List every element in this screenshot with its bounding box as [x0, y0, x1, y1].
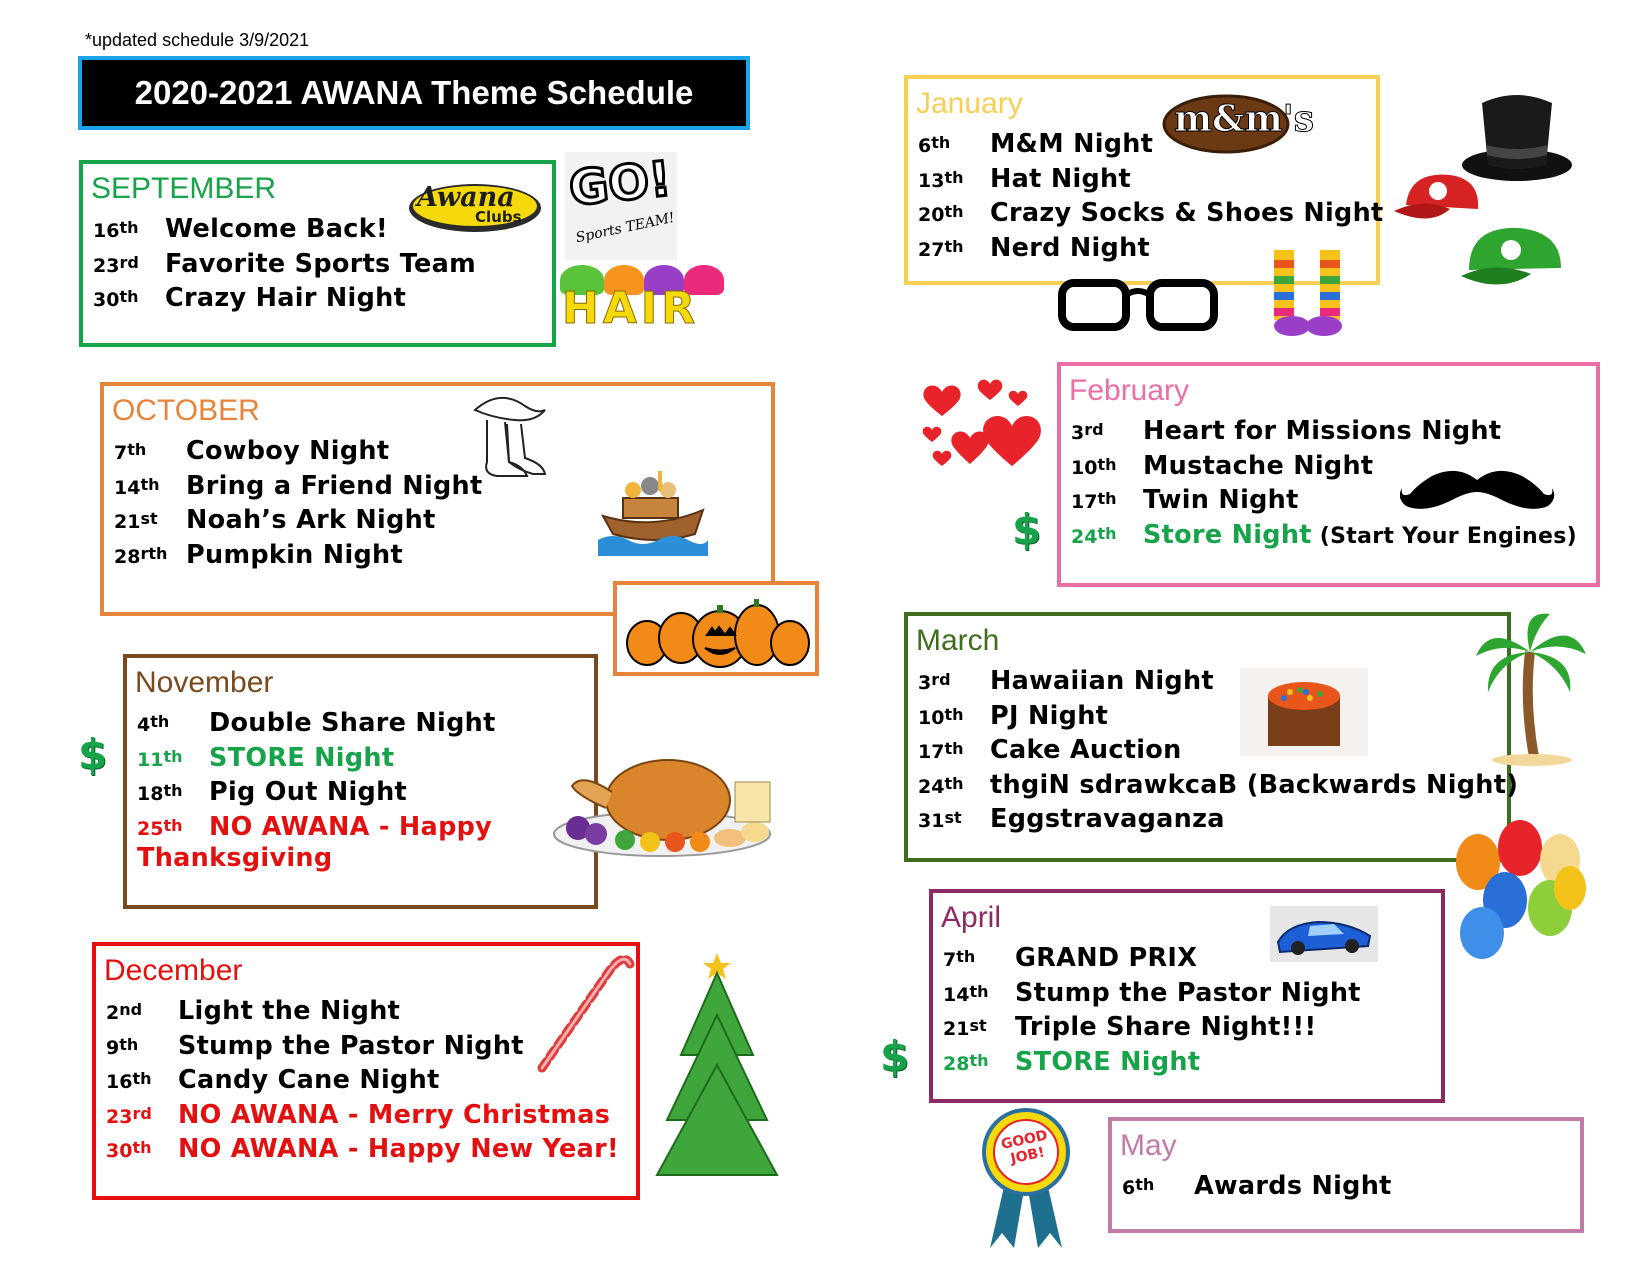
event-name	[209, 708, 496, 738]
event-date: 4th	[137, 712, 170, 736]
month-name: November	[135, 666, 274, 699]
event-title: GRAND PRIX	[1015, 943, 1198, 973]
date-suffix: th	[132, 1138, 152, 1157]
date-suffix: th	[119, 218, 139, 237]
event-name	[178, 1134, 619, 1164]
event-title: Welcome Back!	[165, 214, 388, 244]
date-suffix: st	[140, 509, 158, 528]
date-suffix: th	[1097, 523, 1117, 543]
event-title: thgiN sdrawkcaB (Backwards Night)	[990, 769, 1519, 800]
month-name: April	[941, 901, 1002, 934]
date-suffix: th	[969, 981, 989, 1001]
event-title: Crazy Hair Night	[165, 283, 407, 313]
crazy-hair-logo: HAIR	[560, 265, 728, 333]
event-date: 30th	[93, 287, 139, 311]
event-date: 27th	[918, 236, 964, 261]
date-suffix: rd	[1084, 420, 1104, 439]
event-name	[990, 666, 1214, 696]
event-title: Hawaiian Night	[990, 666, 1214, 696]
mms-logo: m&m's	[1160, 90, 1295, 156]
pumpkins-icon	[625, 593, 811, 669]
date-suffix: th	[119, 287, 139, 306]
event-name	[178, 1031, 524, 1061]
event-name	[1143, 451, 1373, 481]
month-box-may	[1108, 1117, 1584, 1233]
nerd-glasses-icon	[1058, 275, 1218, 335]
event-title: Crazy Socks & Shoes Night	[990, 198, 1384, 228]
date-suffix: th	[944, 773, 964, 793]
cake-icon	[1240, 668, 1368, 756]
event-date: 16th	[93, 218, 139, 242]
date-suffix: rd	[931, 670, 951, 689]
date-suffix: th	[969, 1050, 989, 1070]
event-name	[186, 471, 483, 501]
event-name	[186, 505, 436, 535]
event-date: 10th	[918, 704, 964, 729]
event-title: PJ Night	[990, 700, 1109, 731]
easter-eggs-icon	[1450, 808, 1590, 963]
page-title: 2020-2021 AWANA Theme Schedule	[78, 56, 750, 130]
event-name	[1143, 416, 1501, 446]
event-date: 6th	[918, 133, 951, 157]
event-name	[209, 812, 492, 842]
date-suffix: th	[150, 712, 170, 731]
date-suffix: th	[944, 704, 964, 724]
event-name	[990, 770, 1518, 800]
date-suffix: th	[944, 739, 964, 758]
event-title: Nerd Night	[990, 232, 1151, 263]
date-suffix: nd	[119, 1000, 143, 1019]
date-suffix: th	[140, 474, 160, 494]
go-sports-team-logo: GO! Sports TEAM!	[565, 152, 677, 260]
date-suffix: th	[127, 440, 147, 459]
month-name: SEPTEMBER	[91, 172, 277, 205]
event-title: Hat Night	[990, 163, 1131, 194]
event-name	[1015, 1047, 1200, 1077]
dollar-sign-icon: $	[78, 730, 108, 779]
date-suffix: st	[969, 1016, 987, 1035]
event-date: $28^{rth}$	[114, 543, 168, 568]
event-date: 23rd	[93, 252, 139, 277]
date-suffix: rd	[119, 252, 139, 272]
event-name	[1143, 485, 1299, 515]
event-date: 3rd	[1071, 420, 1104, 444]
event-title: NO AWANA - Happy New Year!	[178, 1134, 619, 1164]
event-title: Bring a Friend Night	[186, 470, 483, 501]
date-suffix: th	[163, 781, 183, 800]
event-name	[990, 233, 1150, 263]
date-suffix: th	[1097, 454, 1117, 474]
event-date: 21st	[943, 1016, 987, 1040]
mustache-icon	[1400, 462, 1555, 517]
event-date: 25th	[137, 815, 183, 840]
event-date: 9th	[106, 1034, 139, 1059]
awana-clubs-logo: Awana Clubs	[405, 178, 545, 236]
date-suffix: th	[944, 202, 964, 221]
event-title: Stump the Pastor Night	[1015, 977, 1361, 1008]
cowboy-boots-icon	[465, 392, 550, 484]
event-date: 14th	[114, 474, 160, 499]
event-date: 6th	[1122, 1175, 1155, 1199]
event-title: Cake Auction	[990, 735, 1182, 765]
date-suffix: th	[956, 947, 976, 966]
event-name	[990, 735, 1182, 765]
event-date: 17th	[1071, 489, 1117, 513]
event-title: Mustache Night	[1143, 450, 1374, 481]
event-name	[1194, 1171, 1392, 1201]
month-box-november	[123, 654, 598, 909]
event-date: 21st	[114, 509, 158, 533]
thanksgiving-continuation: Thanksgiving	[137, 843, 333, 873]
update-note: *updated schedule 3/9/2021	[85, 30, 310, 50]
event-title: Pig Out Night	[209, 777, 408, 807]
date-suffix: th	[1135, 1175, 1155, 1194]
event-date: 16th	[106, 1069, 152, 1093]
event-name	[165, 249, 476, 279]
event-title: Stump the Pastor Night	[178, 1030, 524, 1061]
event-date: 3rd	[918, 670, 951, 694]
race-car-icon	[1270, 906, 1378, 962]
month-name: May	[1120, 1129, 1177, 1162]
event-date: 28th	[943, 1050, 989, 1075]
dollar-sign-icon: $	[1012, 505, 1042, 554]
event-date: 31st	[918, 808, 962, 832]
event-title: Noah’s Ark Night	[186, 505, 436, 535]
dollar-sign-icon: $	[880, 1032, 910, 1081]
event-name	[178, 1100, 610, 1130]
event-date: 7th	[114, 440, 147, 464]
event-title: NO AWANA - Happy	[209, 811, 493, 842]
event-title: NO AWANA - Merry Christmas	[178, 1099, 611, 1130]
event-title: Double Share Night	[209, 708, 496, 738]
date-suffix: rth	[140, 543, 168, 563]
event-title: STORE Night	[209, 742, 395, 773]
event-name	[165, 214, 388, 244]
event-title: Triple Share Night!!!	[1015, 1012, 1317, 1042]
good-job-ribbon: GOOD JOB!	[976, 1108, 1076, 1253]
event-date: 24th	[918, 773, 964, 798]
event-name	[990, 164, 1131, 194]
month-box-march	[904, 612, 1519, 862]
event-date: 13th	[918, 167, 964, 192]
event-title: Cowboy Night	[186, 436, 390, 466]
date-suffix: th	[132, 1069, 152, 1088]
date-suffix: th	[944, 236, 964, 256]
date-suffix: th	[1097, 489, 1117, 508]
event-title: STORE Night	[1015, 1046, 1201, 1077]
event-name	[178, 996, 400, 1026]
event-name	[178, 1065, 440, 1095]
candy-cane-icon	[530, 950, 640, 1075]
event-date: 23rd	[106, 1103, 152, 1128]
event-date: 2nd	[106, 1000, 143, 1024]
event-title: Pumpkin Night	[186, 539, 403, 570]
event-date: 11th	[137, 746, 183, 771]
event-date: 17th	[918, 739, 964, 763]
date-suffix: st	[944, 808, 962, 827]
event-name	[1015, 943, 1197, 973]
event-name	[165, 283, 406, 313]
event-title: Favorite Sports Team	[165, 248, 476, 279]
event-title: Heart for Missions Night	[1143, 416, 1502, 446]
date-suffix: th	[944, 167, 964, 187]
month-name: December	[104, 954, 243, 987]
event-name	[186, 540, 403, 570]
month-name: February	[1069, 374, 1190, 407]
event-name	[1143, 520, 1577, 550]
event-title: M&M Night	[990, 129, 1154, 159]
event-date: 24th	[1071, 523, 1117, 548]
event-date: 20th	[918, 202, 964, 226]
date-suffix: th	[163, 746, 183, 766]
crazy-socks-icon	[1272, 250, 1344, 338]
event-title: Awards Night	[1194, 1171, 1392, 1201]
date-suffix: th	[931, 133, 951, 152]
event-date: 10th	[1071, 454, 1117, 479]
event-name	[1015, 1012, 1316, 1042]
event-date: 18th	[137, 781, 183, 805]
pumpkin-image-box	[613, 581, 819, 676]
event-name	[209, 743, 394, 773]
event-date: 14th	[943, 981, 989, 1006]
month-name: OCTOBER	[112, 394, 260, 427]
green-cap-icon	[1455, 220, 1570, 300]
date-suffix: th	[119, 1034, 139, 1054]
thanksgiving-turkey-icon	[550, 742, 775, 862]
noahs-ark-icon	[598, 466, 708, 556]
event-name	[990, 804, 1225, 834]
date-suffix: rd	[132, 1103, 152, 1123]
event-name	[990, 701, 1108, 731]
month-name: March	[916, 624, 1000, 657]
event-title: Candy Cane Night	[178, 1065, 440, 1095]
christmas-tree-icon	[655, 945, 780, 1180]
hearts-icon	[922, 370, 1047, 475]
event-name	[990, 129, 1153, 159]
month-name: January	[916, 87, 1023, 120]
event-name	[990, 198, 1384, 228]
event-extra: (Start Your Engines)	[1311, 523, 1577, 549]
event-date: 7th	[943, 947, 976, 971]
palm-tree-icon	[1474, 612, 1589, 767]
event-name	[1015, 978, 1361, 1008]
event-title: Light the Night	[178, 996, 401, 1026]
event-title: Twin Night	[1143, 485, 1299, 515]
event-name	[209, 777, 407, 807]
event-date: 30th	[106, 1138, 152, 1162]
event-title: Eggstravaganza	[990, 804, 1225, 834]
date-suffix: th	[163, 815, 183, 835]
event-name	[186, 436, 389, 466]
event-title: Store Night	[1143, 519, 1312, 550]
